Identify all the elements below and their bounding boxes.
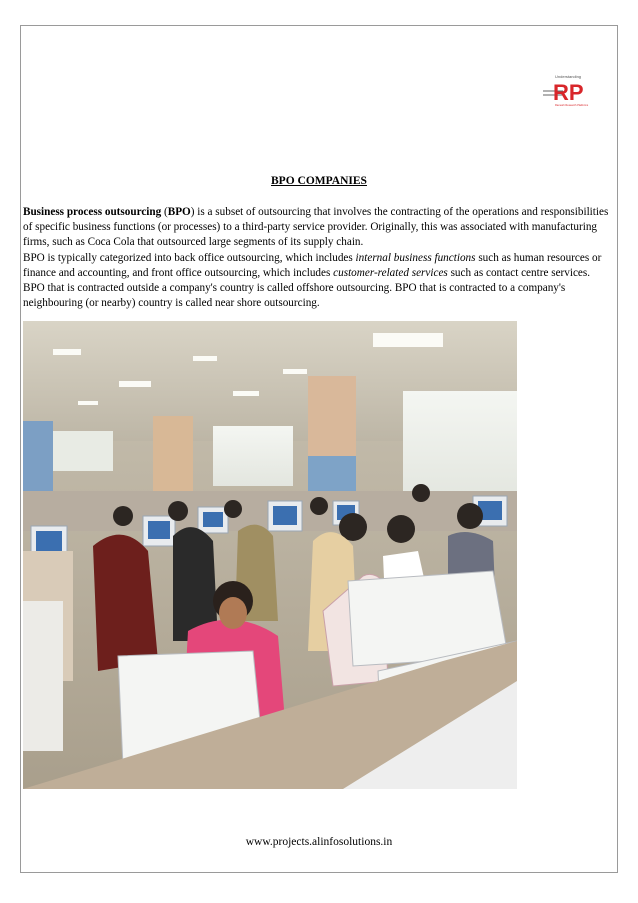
text-span: BPO is typically categorized into back office outsourcing, which includes (23, 251, 356, 264)
text-span: such as human resources or finance and accounting, and front office outsourcing, which includes (23, 251, 602, 279)
text-span: ) is a subset of outsourcing that involves the contracting of the operations and responsibilities of specific business functions (or processes) to a third-party service provider. Originally, this was associated with manufacturing firms, such as Coca Cola that outsourced large segments of its supply chain. (23, 206, 609, 249)
italic-term: customer-related services (333, 266, 448, 279)
italic-term: internal business functions (355, 251, 476, 264)
page-title: BPO COMPANIES (271, 175, 367, 187)
bold-term: Business process outsourcing (23, 206, 162, 218)
text-span: ( (161, 206, 168, 218)
bold-abbr: BPO (167, 206, 191, 218)
logo-letters: RP (553, 80, 584, 105)
body-text (23, 205, 619, 311)
text-span: such as contact centre services. (447, 266, 591, 279)
office-photo (23, 321, 517, 789)
logo-bottom-text: Ramesh Research Platforms (555, 104, 589, 107)
footer-url: www.projects.alinfosolutions.in (245, 836, 393, 848)
paragraph-definition (23, 205, 619, 251)
logo-top-text: Understanding (555, 74, 582, 79)
paragraph-categories (23, 251, 619, 281)
paragraph-offshore: BPO that is contracted outside a company's country is called offshore outsourcing. BPO that is contracted to a company's neighbouring (or nearby) country is called near shore outsourcing. (23, 282, 566, 310)
company-logo (541, 73, 601, 109)
